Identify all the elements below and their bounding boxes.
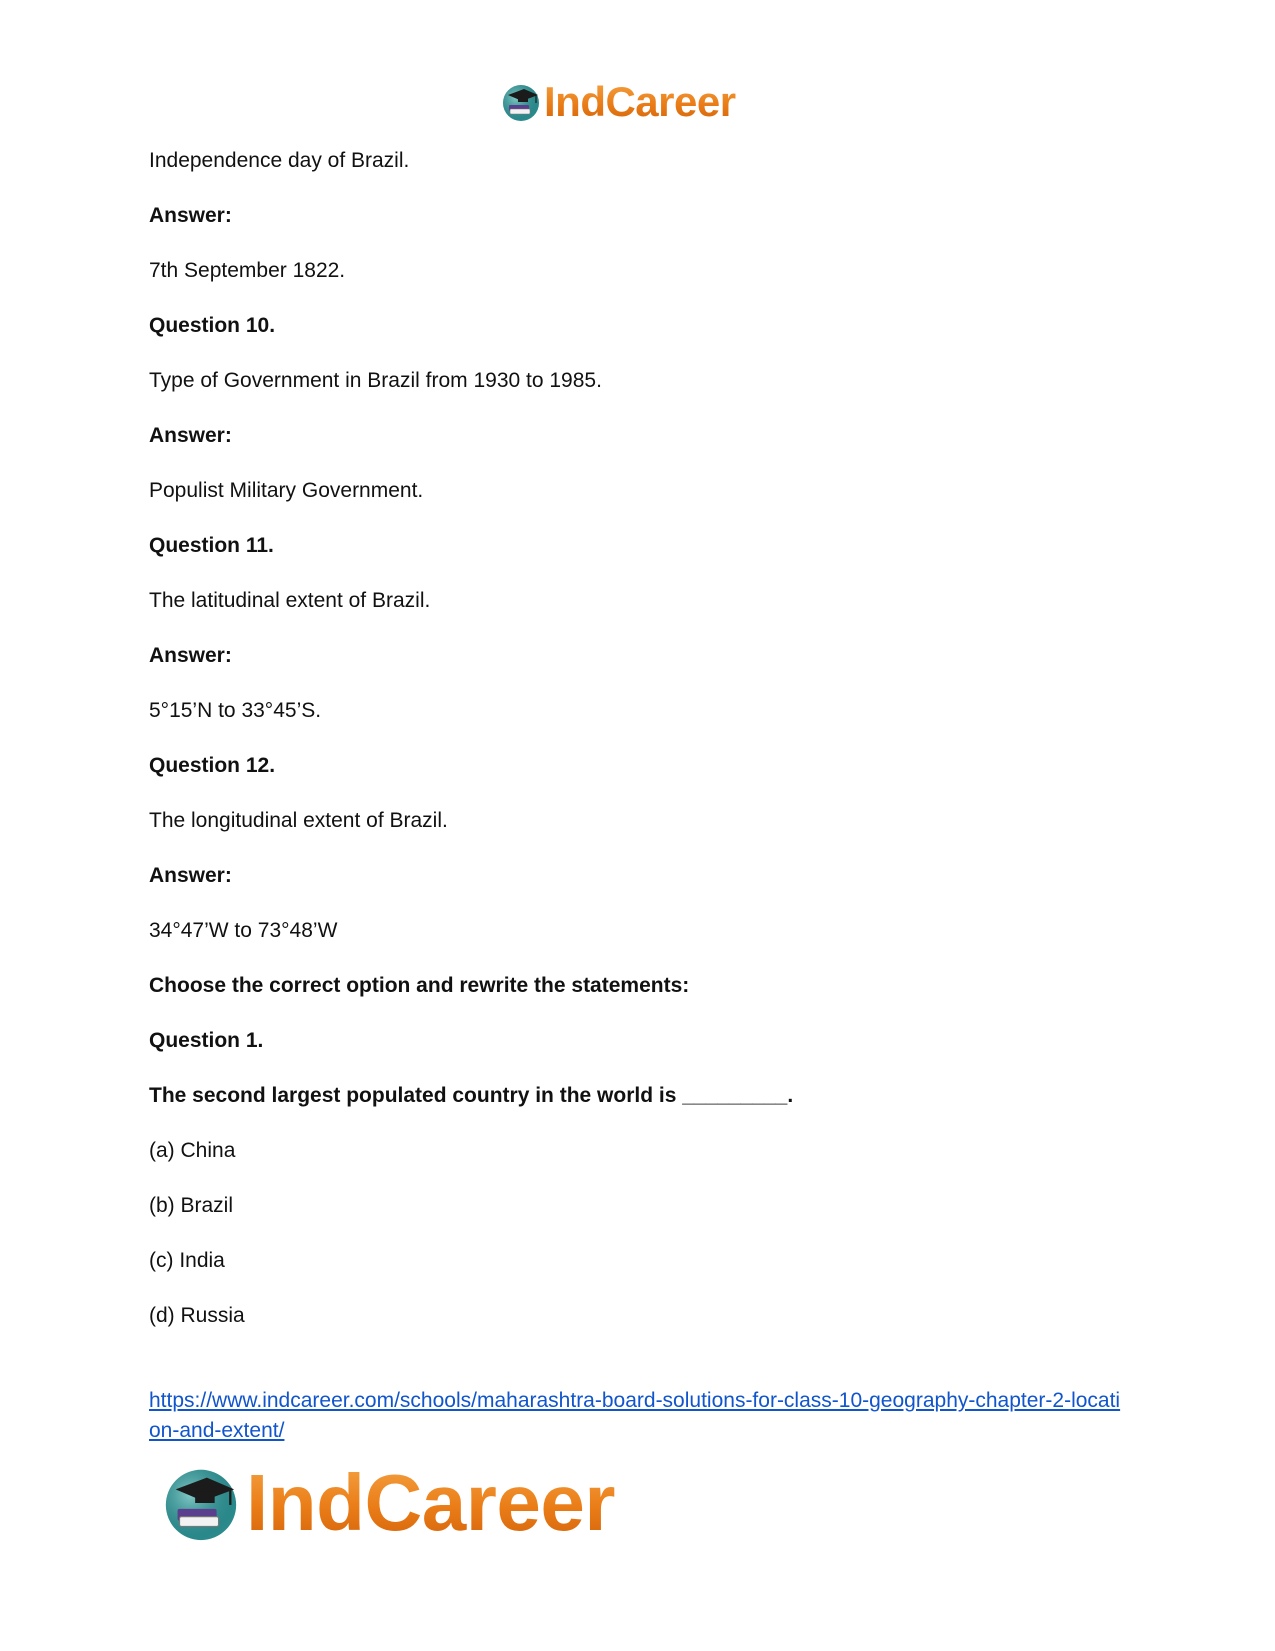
bold-line: Answer: — [149, 644, 232, 667]
source-link[interactable]: https://www.indcareer.com/schools/maharashtra-board-solutions-for-class-10-geography-chapter-2-location-and-extent/ — [149, 1389, 1121, 1442]
text-line: (d) Russia — [149, 1304, 245, 1327]
bold-line: Choose the correct option and rewrite the statements: — [149, 974, 690, 997]
bold-line: Question 11. — [149, 534, 274, 557]
document-body — [149, 146, 1129, 1356]
header-logo — [500, 78, 736, 126]
text-line: (c) India — [149, 1249, 225, 1272]
text-line: The latitudinal extent of Brazil. — [149, 589, 431, 612]
bold-line: Answer: — [149, 424, 232, 447]
bold-line: Question 10. — [149, 314, 276, 337]
logo-text: IndCareer — [246, 1458, 615, 1547]
bold-line: Question 1. — [149, 1029, 264, 1052]
text-line: 34°47’W to 73°48’W — [149, 919, 338, 942]
text-line: Populist Military Government. — [149, 479, 424, 502]
bold-line: The second largest populated country in the world is _________. — [149, 1084, 794, 1107]
text-line: The longitudinal extent of Brazil. — [149, 809, 448, 832]
text-line: (a) China — [149, 1139, 236, 1162]
text-line: 5°15’N to 33°45’S. — [149, 699, 322, 722]
bold-line: Answer: — [149, 864, 232, 887]
text-line: Type of Government in Brazil from 1930 to 1985. — [149, 369, 602, 392]
bold-line: Question 12. — [149, 754, 276, 777]
graduation-book-globe-icon — [160, 1462, 242, 1544]
text-line: 7th September 1822. — [149, 259, 346, 282]
logo-text: IndCareer — [544, 78, 736, 125]
footer-logo — [160, 1458, 615, 1548]
text-line: Independence day of Brazil. — [149, 149, 410, 172]
bold-line: Answer: — [149, 204, 232, 227]
text-line: (b) Brazil — [149, 1194, 234, 1217]
graduation-book-globe-icon — [500, 81, 542, 123]
